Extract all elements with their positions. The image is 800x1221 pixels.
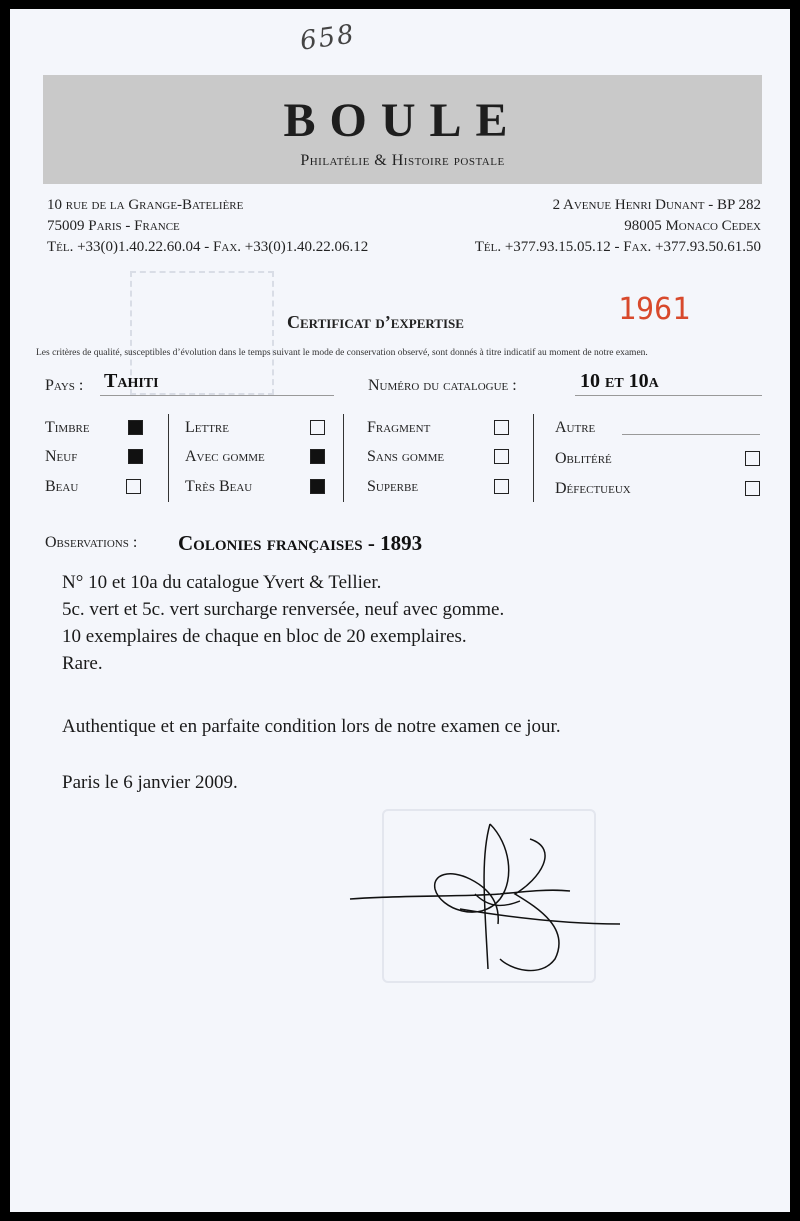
defectueux-label: Défectueux	[555, 480, 631, 497]
tres-beau-checkbox[interactable]	[310, 479, 325, 494]
body-line-4: Rare.	[62, 653, 103, 674]
avec-gomme-label: Avec gomme	[185, 448, 265, 465]
neuf-checkbox[interactable]	[128, 449, 143, 464]
pays-underline	[100, 395, 334, 396]
superbe-label: Superbe	[367, 478, 419, 495]
address-monaco-line2: 98005 Monaco Cedex	[624, 218, 761, 234]
beau-checkbox[interactable]	[126, 479, 141, 494]
beau-label: Beau	[45, 478, 79, 495]
header-banner	[43, 75, 762, 184]
body-line-2: 5c. vert et 5c. vert surcharge renversée, neuf avec gomme.	[62, 599, 505, 620]
address-monaco	[475, 195, 761, 258]
avec-gomme-checkbox[interactable]	[310, 449, 325, 464]
sans-gomme-checkbox[interactable]	[494, 449, 509, 464]
signature-icon	[340, 799, 640, 989]
handwritten-number: 658	[298, 19, 358, 57]
column-divider-3	[533, 414, 534, 502]
observations-label: Observations :	[45, 534, 138, 551]
pays-label: Pays :	[45, 377, 84, 394]
tres-beau-label: Très Beau	[185, 478, 253, 495]
brand-title: BOULE	[283, 94, 522, 147]
address-paris	[47, 195, 368, 258]
address-paris-line1: 10 rue de la Grange-Batelière	[47, 197, 244, 213]
timbre-label: Timbre	[45, 419, 90, 436]
sans-gomme-label: Sans gomme	[367, 448, 445, 465]
oblitere-label: Oblitéré	[555, 450, 612, 467]
lettre-checkbox[interactable]	[310, 420, 325, 435]
certificate-title: Certificat d’expertise	[287, 312, 464, 332]
authentic-statement: Authentique et en parfaite condition lors de notre examen ce jour.	[62, 716, 561, 737]
autre-underline[interactable]	[622, 434, 760, 435]
date-line: Paris le 6 janvier 2009.	[62, 772, 238, 793]
criteria-note: Les critères de qualité, susceptibles d’évolution dans le temps suivant le mode de conservation observé, sont donnés à titre indicatif au moment de notre examen.	[36, 348, 648, 358]
catalogue-label: Numéro du catalogue :	[368, 377, 517, 394]
address-monaco-line3: Tél. +377.93.15.05.12 - Fax. +377.93.50.61.50	[474, 239, 761, 255]
catalogue-underline	[575, 395, 762, 396]
observations-body	[62, 569, 504, 677]
autre-label: Autre	[555, 419, 596, 436]
address-paris-line3: Tél. +33(0)1.40.22.60.04 - Fax. +33(0)1.40.22.06.12	[47, 239, 369, 255]
fragment-checkbox[interactable]	[494, 420, 509, 435]
column-divider-2	[343, 414, 344, 502]
superbe-checkbox[interactable]	[494, 479, 509, 494]
brand-tagline: Philatélie & Histoire postale	[300, 152, 505, 169]
address-monaco-line1: 2 Avenue Henri Dunant - BP 282	[552, 197, 761, 213]
defectueux-checkbox[interactable]	[745, 481, 760, 496]
pays-value: Tahiti	[104, 370, 159, 392]
column-divider-1	[168, 414, 169, 502]
observations-value: Colonies françaises - 1893	[178, 531, 423, 555]
oblitere-checkbox[interactable]	[745, 451, 760, 466]
lettre-label: Lettre	[185, 419, 229, 436]
certificate-number: 1961	[618, 292, 691, 327]
neuf-label: Neuf	[45, 448, 78, 465]
timbre-checkbox[interactable]	[128, 420, 143, 435]
catalogue-value: 10 et 10a	[580, 370, 659, 392]
body-line-3: 10 exemplaires de chaque en bloc de 20 exemplaires.	[62, 626, 467, 647]
body-line-1: N° 10 et 10a du catalogue Yvert & Tellier.	[62, 572, 382, 593]
certificate-page	[10, 9, 790, 1212]
fragment-label: Fragment	[367, 419, 431, 436]
address-paris-line2: 75009 Paris - France	[47, 218, 180, 234]
